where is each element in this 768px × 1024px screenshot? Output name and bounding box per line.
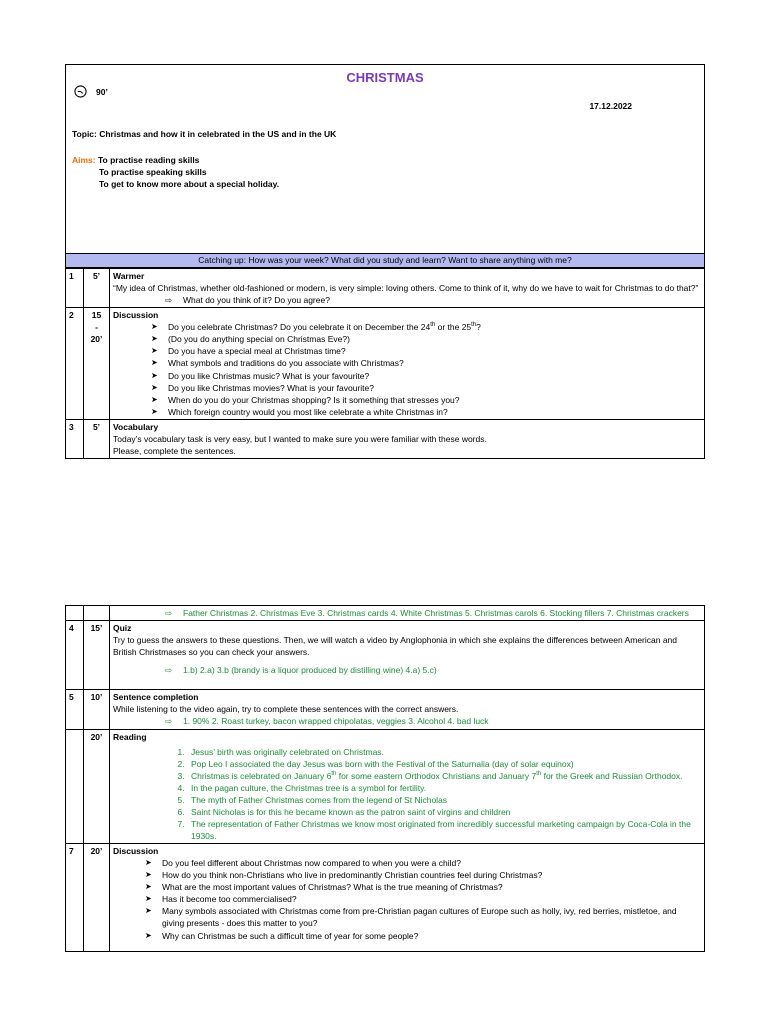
vocabulary-answers: ⇨ Father Christmas 2. Christmas Eve 3. Christmas cards 4. White Christmas 5. Christmas carols 6. Stocking fillers 7. Christmas crackers bbox=[165, 608, 689, 618]
row-content bbox=[110, 844, 705, 952]
list-item: ➤ Many symbols associated with Christmas come from pre-Christian pagan cultures of Europe such as holly, ivy, red berries, mistletoe, and giving presents - does this matter to you? bbox=[145, 905, 701, 929]
table-row bbox=[66, 621, 705, 690]
list-item: 2. Pop Leo I associated the day Jesus was born with the Festival of the Saturnalia (day of solar equinox) bbox=[187, 758, 701, 770]
row-content bbox=[110, 308, 705, 420]
quiz-answers: ⇨ 1.b) 2.a) 3.b (brandy is a liquor produced by distilling wine) 4.a) 5.c) bbox=[165, 665, 437, 676]
list-item: ➤ (Do you do anything special on Christmas Eve?) bbox=[151, 333, 701, 345]
table-row bbox=[66, 606, 705, 621]
list-item: 6. Saint Nicholas is for this he became known as the patron saint of virgins and children bbox=[187, 806, 701, 818]
list-item: ➤ Do you like Christmas music? What is your favourite? bbox=[151, 370, 701, 382]
row-number: 2 bbox=[66, 308, 84, 420]
row-content bbox=[110, 269, 705, 308]
catching-up-banner: Catching up: How was your week? What did you study and learn? Want to share anything with me? bbox=[65, 254, 705, 268]
discussion-questions bbox=[113, 857, 701, 941]
list-item: ➤ Why can Christmas be such a difficult time of year for some people? bbox=[145, 930, 701, 942]
list-item: ➤ Do you have a special meal at Christmas time? bbox=[151, 345, 701, 357]
lesson-table-2 bbox=[65, 605, 705, 952]
lesson-topic: Topic: Christmas and how it in celebrated in the US and in the UK bbox=[72, 129, 337, 139]
list-item: ➤ What are the most important values of Christmas? What is the true meaning of Christmas? bbox=[145, 881, 701, 893]
list-item: 7. The representation of Father Christmas we know most originated from incredibly successful marketing campaign by Coca-Cola in the 1930s. bbox=[187, 818, 701, 842]
clock-icon bbox=[74, 85, 87, 98]
aim-3: To get to know more about a special holiday. bbox=[99, 179, 280, 190]
row-content bbox=[110, 606, 705, 621]
row-content bbox=[110, 621, 705, 690]
arrow-icon: ⇨ bbox=[165, 295, 173, 306]
row-time: 20’ bbox=[84, 729, 110, 844]
quiz-text: Try to guess the answers to these questions. Then, we will watch a video by Anglophonia in which she explains the differences between American and British Christmases so you can check your answers. bbox=[113, 635, 678, 658]
list-item: ➤ Do you like Christmas movies? What is your favourite? bbox=[151, 382, 701, 394]
warmer-quote: “My idea of Christmas, whether old-fashioned or modern, is very simple: loving others. Come to think of it, why do we have to wait for Christmas to do that?” bbox=[113, 283, 699, 294]
list-item: ➤ What symbols and traditions do you associate with Christmas? bbox=[151, 357, 701, 369]
list-item: ➤ How do you think non-Christians who live in predominantly Christian countries feel during Christmas? bbox=[145, 869, 701, 881]
table-row bbox=[66, 269, 705, 308]
list-item: ➤ Do you celebrate Christmas? Do you celebrate it on December the 24th or the 25th? bbox=[151, 321, 701, 333]
row-time: 10’ bbox=[84, 690, 110, 729]
lesson-date: 17.12.2022 bbox=[589, 101, 632, 111]
row-time: 15 - 20’ bbox=[84, 308, 110, 420]
row-content bbox=[110, 419, 705, 458]
activity-title: Discussion bbox=[113, 846, 159, 857]
vocabulary-text: Today’s vocabulary task is very easy, but I wanted to make sure you were familiar with these words. bbox=[113, 433, 487, 444]
sentence-answers: ⇨ 1. 90% 2. Roast turkey, bacon wrapped chipolatas, veggies 3. Alcohol 4. bad luck bbox=[165, 716, 489, 727]
list-item: 5. The myth of Father Christmas comes from the legend of St Nicholas bbox=[187, 794, 701, 806]
follow-up-question: ⇨ What do you think of it? Do you agree? bbox=[165, 295, 330, 306]
row-number: 5 bbox=[66, 690, 84, 729]
table-row bbox=[66, 729, 705, 844]
discussion-questions bbox=[113, 321, 701, 418]
list-item: 3. Christmas is celebrated on January 6th for some eastern Orthodox Christians and January 7th for the Greek and Russian Orthodox. bbox=[187, 770, 701, 782]
row-number: 3 bbox=[66, 419, 84, 458]
list-item: ➤ When do you do your Christmas shopping? Is it something that stresses you? bbox=[151, 394, 701, 406]
list-item: ➤ Do you feel different about Christmas now compared to when you were a child? bbox=[145, 857, 701, 869]
row-content bbox=[110, 690, 705, 729]
activity-title: Quiz bbox=[113, 623, 132, 634]
aims-label: Aims: bbox=[72, 155, 96, 165]
activity-title: Reading bbox=[113, 731, 147, 742]
lesson-duration: 90’ bbox=[96, 87, 108, 97]
table-row bbox=[66, 419, 705, 458]
lesson-header bbox=[65, 64, 705, 254]
list-item: ➤ Which foreign country would you most like celebrate a white Christmas in? bbox=[151, 406, 701, 418]
arrow-icon: ⇨ bbox=[165, 608, 173, 618]
lesson-table-1 bbox=[65, 268, 705, 459]
aim-2: To practise speaking skills bbox=[99, 167, 207, 178]
page-title: CHRISTMAS bbox=[346, 70, 424, 85]
vocabulary-text: Please, complete the sentences. bbox=[113, 445, 236, 456]
row-time: 20’ bbox=[84, 844, 110, 952]
row-number: 7 bbox=[66, 844, 84, 952]
reading-answers bbox=[113, 746, 701, 843]
list-item: 1. Jesus’ birth was originally celebrated on Christmas. bbox=[187, 746, 701, 758]
list-item: 4. In the pagan culture, the Christmas tree is a symbol for fertility. bbox=[187, 782, 701, 794]
row-number bbox=[66, 729, 84, 844]
sentence-text: While listening to the video again, try to complete these sentences with the correct answers. bbox=[113, 704, 459, 715]
activity-title: Sentence completion bbox=[113, 692, 199, 703]
row-number: 4 bbox=[66, 621, 84, 690]
lesson-aims bbox=[72, 154, 279, 190]
aim-1: To practise reading skills bbox=[98, 155, 200, 165]
table-row bbox=[66, 690, 705, 729]
row-time: 15’ bbox=[84, 621, 110, 690]
row-time: 5’ bbox=[84, 269, 110, 308]
activity-title: Discussion bbox=[113, 310, 159, 321]
row-number: 1 bbox=[66, 269, 84, 308]
list-item: ➤ Has it become too commercialised? bbox=[145, 893, 701, 905]
table-row bbox=[66, 844, 705, 952]
activity-title: Warmer bbox=[113, 271, 145, 281]
page-2 bbox=[65, 605, 705, 952]
page-1 bbox=[65, 64, 705, 459]
arrow-icon: ⇨ bbox=[165, 716, 173, 727]
row-content bbox=[110, 729, 705, 844]
row-time: 5’ bbox=[84, 419, 110, 458]
activity-title: Vocabulary bbox=[113, 421, 159, 432]
arrow-icon: ⇨ bbox=[165, 665, 173, 676]
table-row bbox=[66, 308, 705, 420]
